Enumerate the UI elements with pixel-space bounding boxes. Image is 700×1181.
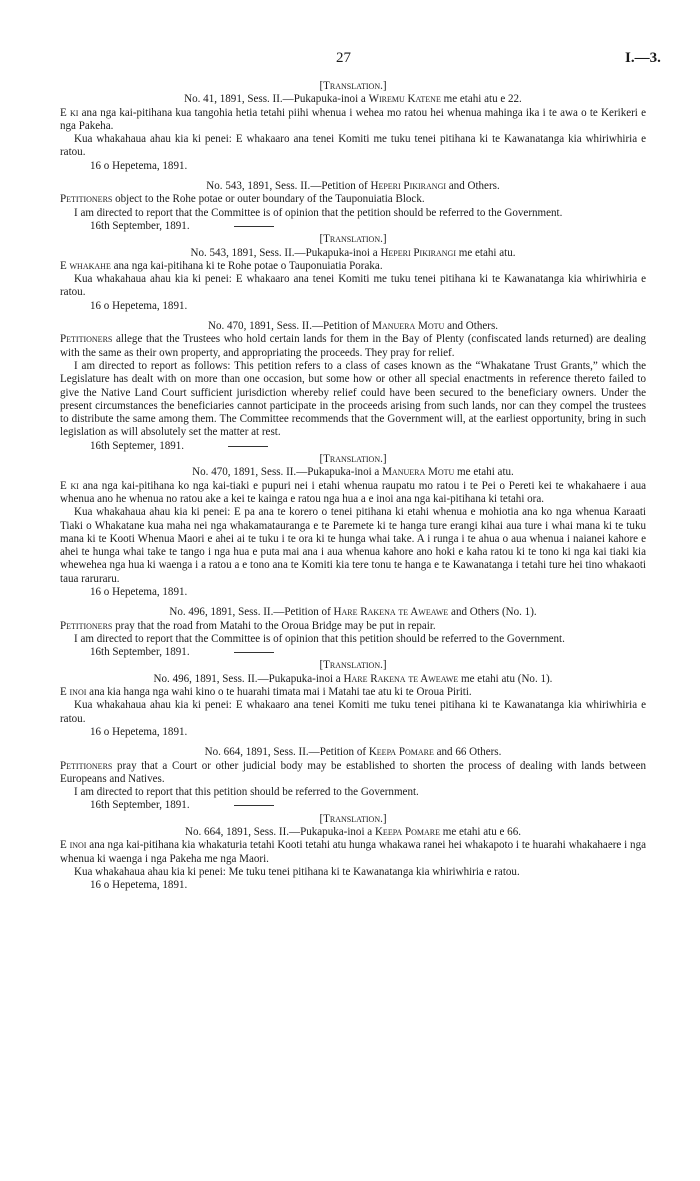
petitioner-name: Hare Rakena te Aweawe bbox=[343, 672, 459, 685]
section-gap bbox=[60, 173, 646, 180]
date-text: 16th September, 1891. bbox=[90, 799, 190, 812]
date-text: 16th September, 1891. bbox=[90, 646, 190, 659]
petitioner-name: Manuera Motu bbox=[382, 466, 455, 479]
separator-rule bbox=[234, 652, 274, 653]
petitioner-name: Heperi Pikirangi bbox=[370, 180, 447, 193]
date-text: 16 o Hepetema, 1891. bbox=[90, 299, 188, 312]
translation-label: [Translation.] bbox=[319, 80, 387, 92]
petition-summary bbox=[60, 760, 646, 787]
petition-entry bbox=[60, 746, 646, 812]
section-gap bbox=[60, 599, 646, 606]
title-suffix: me etahi atu e 22. bbox=[440, 93, 522, 106]
report-date bbox=[60, 726, 646, 739]
summary-lead: E inoi bbox=[60, 686, 87, 699]
petition-entry bbox=[60, 233, 646, 320]
title-number: No. 496, 1891, Sess. II.—Pukapuka-inoi a bbox=[153, 672, 344, 685]
translation-label: [Translation.] bbox=[319, 659, 387, 672]
committee-report: I am directed to report as follows: This petition refers to a class of cases known as the “Whakatane Trust Grants,” which the Legislature has dealt with on more than one occasion, but some how or other all special enactments in reference thereto failed to give the Native Land Court sufficient jurisdiction whereby relief could have been secured to the beneficiary owners. Under the present circumstances the beneficiaries cannot participate in the proceeds arising from such lands, nor can they compel the trustees to distribute the same among them. The Committee recommends that the Government will, at the earliest opportunity, bring in such legislation as will absolutely set the matter at rest. bbox=[60, 359, 646, 439]
title-suffix: and Others. bbox=[444, 320, 499, 333]
report-date bbox=[60, 879, 646, 892]
summary-lead: Petitioners bbox=[60, 193, 113, 206]
petitioner-name: Hare Rakena te Aweawe bbox=[333, 606, 449, 619]
separator-rule bbox=[234, 805, 274, 806]
report-date bbox=[60, 646, 646, 659]
title-number: No. 543, 1891, Sess. II.—Petition of bbox=[206, 180, 371, 193]
report-date bbox=[60, 586, 646, 599]
summary-lead: Petitioners bbox=[60, 759, 113, 772]
summary-text: ana nga kai-pitihana kua tangohia hetia tetahi piihi whenua i wehea mo ratou hei whenua mahinga ika i te awa o te Kerikeri e nga Pakeha. bbox=[60, 106, 646, 132]
petition-summary bbox=[60, 620, 646, 633]
petition-title bbox=[60, 673, 646, 686]
summary-lead: Petitioners bbox=[60, 333, 113, 346]
title-number: No. 41, 1891, Sess. II.—Pukapuka-inoi a bbox=[184, 93, 369, 106]
title-number: No. 470, 1891, Sess. II.—Pukapuka-inoi a bbox=[192, 466, 383, 479]
petition-entry bbox=[60, 813, 646, 893]
document-body bbox=[60, 80, 646, 893]
date-text: 16 o Hepetema, 1891. bbox=[90, 159, 188, 172]
petition-title bbox=[60, 320, 646, 333]
summary-text: ana nga kai-pitihana ko nga kai-tiaki e pupuri nei i etahi whenua raupatu mo ratou i te Pei o Pereti kei te whakahaere i aua whenua ano he whenua no ratou ake a kei te kainga e ratou nga hua a e inoi ana nga kai-pitihana ki tetahi ora. bbox=[60, 479, 646, 505]
summary-text: pray that a Court or other judicial body may be established to shorten the process of dealing with lands between Europeans and Natives. bbox=[60, 759, 646, 785]
summary-text: pray that the road from Matahi to the Oroua Bridge may be put in repair. bbox=[112, 619, 436, 632]
title-number: No. 664, 1891, Sess. II.—Petition of bbox=[204, 746, 369, 759]
report-date bbox=[60, 440, 646, 453]
committee-report: Kua whakahaua ahau kia ki penei: E whakaaro ana tenei Komiti me tuku tenei pitihana ki te Kawanatanga kia whiriwhiria e ratou. bbox=[60, 699, 646, 725]
petitioner-name: Keepa Pomare bbox=[374, 826, 440, 839]
date-text: 16 o Hepetema, 1891. bbox=[90, 585, 188, 598]
title-suffix: me etahi atu e 66. bbox=[440, 826, 521, 839]
committee-report: I am directed to report that the Committee is of opinion that this petition should be referred to the Government. bbox=[74, 632, 565, 645]
summary-lead: E whakahe bbox=[60, 259, 111, 272]
report-date bbox=[60, 300, 646, 313]
petition-title bbox=[60, 180, 646, 193]
petition-summary bbox=[60, 260, 646, 273]
date-text: 16 o Hepetema, 1891. bbox=[90, 725, 188, 738]
summary-lead: Petitioners bbox=[60, 619, 113, 632]
petition-entry bbox=[60, 659, 646, 746]
title-number: No. 664, 1891, Sess. II.—Pukapuka-inoi a bbox=[185, 826, 375, 839]
committee-report: Kua whakahaua ahau kia ki penei: E pa ana te korero o tenei pitihana ki etahi whenua e mohiotia ana ko nga whenua Karaati Tiaki o Whakatane kua maha nei nga whakamatauranga e te Paremete ki te hanga ture erangi kihai aua ture i whai mana ki te tuku mana ki te Kooti Whenua Maori e ahei ai te tuku i te ora ki te hunga whai take. A i runga i te ahua o aua whenua i naianei kahore e ahei te hunga whai take te tango i nga hua e puta mai ana i aua whenua kahore ano hoki e kaha ratou ki te tono ki nga kai tiaki kia whewehea nga hua ki waenga i a ratou a e tono ana te Komiti kia tere tonu te hanga e te Kawanatanga i tetahi ture hei tino whakaoti taua raruraru. bbox=[60, 506, 646, 585]
report-date bbox=[60, 220, 646, 233]
summary-text: allege that the Trustees who hold certain lands for them in the Bay of Plenty (confiscated lands returned) are dealing with the same as their own property, and appropriating the proceeds. They pray for relief. bbox=[60, 333, 646, 359]
report-date bbox=[60, 160, 646, 173]
summary-text: ana kia hanga nga wahi kino o te huarahi timata mai i Matahi tae atu ki te Oroua Piriti. bbox=[86, 686, 472, 699]
petition-entry bbox=[60, 320, 646, 453]
summary-text: ana nga kai-pitihana ki te Rohe potae o Tauponuiatia Poraka. bbox=[110, 259, 383, 272]
section-gap bbox=[60, 313, 646, 320]
petition-title bbox=[60, 746, 646, 759]
title-number: No. 496, 1891, Sess. II.—Petition of bbox=[169, 606, 334, 619]
committee-report: I am directed to report that the Committee is of opinion that the petition should be referred to the Government. bbox=[74, 206, 563, 219]
title-suffix: me etahi atu (No. 1). bbox=[458, 672, 553, 685]
title-suffix: and Others (No. 1). bbox=[448, 606, 537, 619]
summary-text: object to the Rohe potae or outer boundary of the Tauponuiatia Block. bbox=[112, 193, 425, 206]
title-suffix: and Others. bbox=[446, 180, 500, 193]
title-suffix: and 66 Others. bbox=[433, 746, 502, 759]
translation-label: [Translation.] bbox=[319, 453, 387, 466]
petition-summary bbox=[60, 686, 646, 699]
committee-report: Kua whakahaua ahau kia ki penei: E whakaaro ana tenei Komiti me tuku tenei pitihana ki te Kawanatanga kia whiriwhiria e ratou. bbox=[60, 133, 646, 159]
petition-summary bbox=[60, 193, 646, 206]
petition-summary bbox=[60, 333, 646, 360]
petition-summary bbox=[60, 107, 646, 134]
petition-title bbox=[60, 606, 646, 619]
report-date bbox=[60, 799, 646, 812]
petitioner-name: Wiremu Katene bbox=[368, 93, 441, 106]
title-suffix: me etahi atu. bbox=[455, 246, 516, 259]
series-reference: I.—3. bbox=[625, 50, 661, 66]
separator-rule bbox=[228, 446, 268, 447]
petition-entry bbox=[60, 453, 646, 606]
summary-lead: E inoi bbox=[60, 839, 87, 852]
separator-rule bbox=[234, 226, 274, 227]
date-text: 16 o Hepetema, 1891. bbox=[90, 879, 188, 892]
title-suffix: me etahi atu. bbox=[454, 466, 514, 479]
committee-report: Kua whakahaua ahau kia ki penei: Me tuku tenei pitihana ki te Kawanatanga kia whiriwhiria e ratou. bbox=[74, 865, 520, 878]
petitioner-name: Manuera Motu bbox=[372, 320, 445, 333]
petition-summary bbox=[60, 839, 646, 866]
date-text: 16th Septemer, 1891. bbox=[90, 439, 185, 452]
section-gap bbox=[60, 739, 646, 746]
committee-report: Kua whakahaua ahau kia ki penei: E whakaaro ana tenei Komiti me tuku tenei pitihana ki te Kawanatanga kia whiriwhiria e ratou. bbox=[60, 273, 646, 299]
title-number: No. 543, 1891, Sess. II.—Pukapuka-inoi a bbox=[190, 246, 381, 259]
committee-report: I am directed to report that this petition should be referred to the Government. bbox=[74, 786, 419, 799]
petitioner-name: Keepa Pomare bbox=[368, 746, 434, 759]
translation-label: [Translation.] bbox=[319, 233, 387, 246]
summary-lead: E ki bbox=[60, 106, 79, 119]
title-number: No. 470, 1891, Sess. II.—Petition of bbox=[207, 320, 373, 333]
petitioner-name: Heperi Pikirangi bbox=[380, 246, 456, 259]
petition-title bbox=[60, 826, 646, 839]
summary-lead: E ki bbox=[60, 479, 79, 492]
petition-entry bbox=[60, 180, 646, 233]
date-text: 16th September, 1891. bbox=[90, 219, 190, 232]
summary-text: ana nga kai-pitihana kia whakaturia tetahi Kooti tetahi atu hunga whakawa ranei hei whakapoto i te huarahi whakahaere i nga whenua ki waenga i nga Pakeha me nga Maori. bbox=[60, 839, 646, 865]
petition-entry bbox=[60, 606, 646, 659]
petition-summary bbox=[60, 480, 646, 507]
petition-title bbox=[60, 466, 646, 479]
page-number: 27 bbox=[336, 50, 351, 66]
petition-title bbox=[60, 247, 646, 260]
petition-entry bbox=[60, 80, 646, 180]
petition-title bbox=[60, 93, 646, 106]
translation-label: [Translation.] bbox=[319, 812, 387, 825]
